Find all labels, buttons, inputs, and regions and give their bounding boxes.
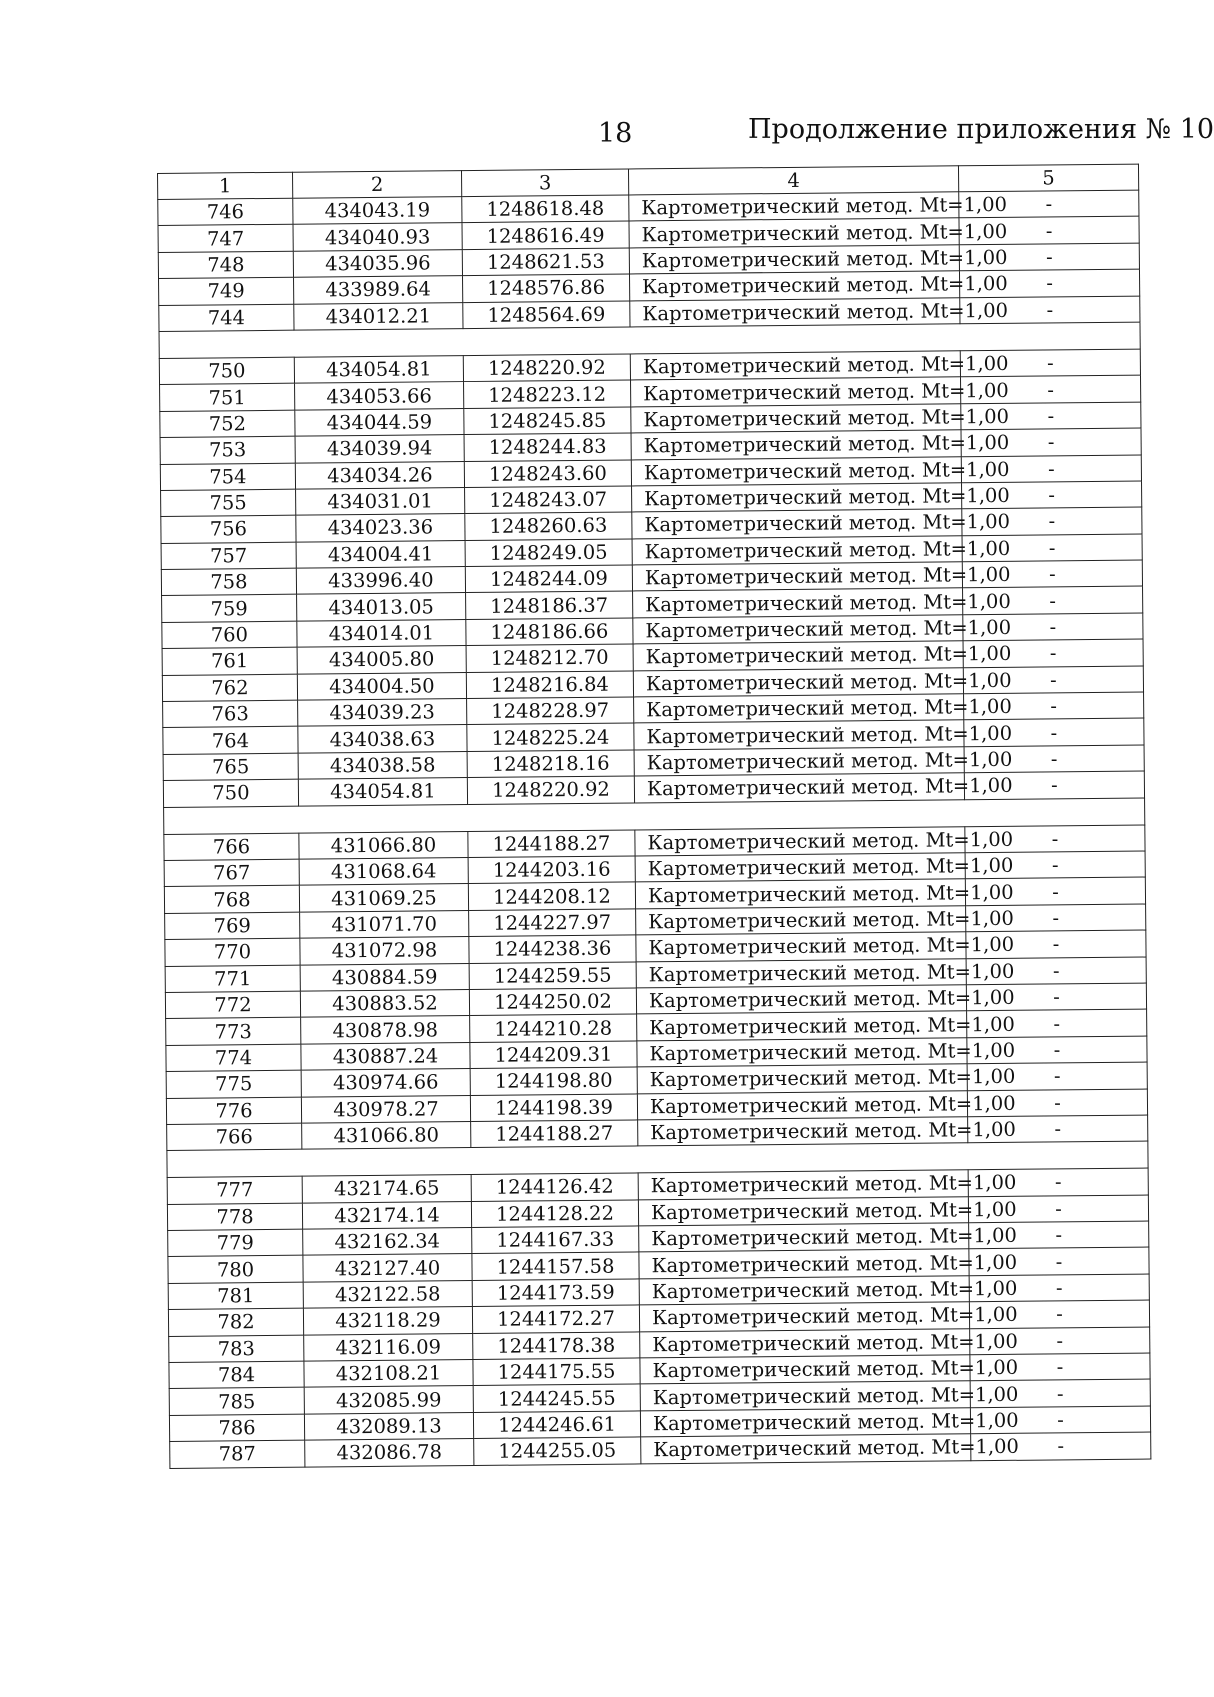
column-5-cell: - xyxy=(968,1168,1148,1196)
x-coordinate-cell: 434012.21 xyxy=(294,302,463,330)
point-number-cell: 761 xyxy=(162,647,297,675)
y-coordinate-cell: 1244210.28 xyxy=(470,1014,637,1042)
x-coordinate-cell: 431069.25 xyxy=(299,884,468,912)
point-number-cell: 765 xyxy=(163,753,298,781)
y-coordinate-cell: 1248260.63 xyxy=(465,512,632,540)
method-cell: Картометрический метод. Mt=1,00 xyxy=(637,1037,967,1067)
method-cell: Картометрический метод. Mt=1,00 xyxy=(629,271,959,301)
column-5-cell: - xyxy=(971,1432,1151,1460)
y-coordinate-cell: 1244188.27 xyxy=(468,830,635,858)
x-coordinate-cell: 434023.36 xyxy=(296,514,465,542)
point-number-cell: 754 xyxy=(160,463,295,491)
column-5-cell: - xyxy=(969,1247,1149,1275)
point-number-cell: 759 xyxy=(162,595,297,623)
point-number-cell: 764 xyxy=(163,727,298,755)
point-number-cell: 774 xyxy=(166,1044,301,1072)
y-coordinate-cell: 1244203.16 xyxy=(468,856,635,884)
column-5-cell: - xyxy=(967,1089,1147,1117)
y-coordinate-cell: 1244209.31 xyxy=(470,1041,637,1069)
method-cell: Картометрический метод. Mt=1,00 xyxy=(635,853,965,883)
y-coordinate-cell: 1248244.09 xyxy=(465,565,632,593)
column-5-cell: - xyxy=(970,1406,1150,1434)
x-coordinate-cell: 432118.29 xyxy=(303,1307,472,1335)
point-number-cell: 752 xyxy=(160,410,295,438)
y-coordinate-cell: 1244173.59 xyxy=(472,1279,639,1307)
point-number-cell: 762 xyxy=(162,674,297,702)
x-coordinate-cell: 432116.09 xyxy=(304,1333,473,1361)
method-cell: Картометрический метод. Mt=1,00 xyxy=(633,641,963,671)
column-header: 1 xyxy=(158,172,293,199)
method-cell: Картометрический метод. Mt=1,00 xyxy=(637,1090,967,1120)
point-number-cell: 781 xyxy=(168,1282,303,1310)
column-5-cell: - xyxy=(967,1062,1147,1090)
point-number-cell: 758 xyxy=(161,568,296,596)
y-coordinate-cell: 1244238.36 xyxy=(469,935,636,963)
y-coordinate-cell: 1248243.60 xyxy=(464,459,631,487)
method-cell: Картометрический метод. Mt=1,00 xyxy=(634,720,964,750)
column-5-cell: - xyxy=(965,825,1145,853)
y-coordinate-cell: 1248212.70 xyxy=(466,644,633,672)
column-header: 5 xyxy=(958,164,1138,192)
method-cell: Картометрический метод. Mt=1,00 xyxy=(629,245,959,275)
x-coordinate-cell: 434054.81 xyxy=(294,356,463,384)
y-coordinate-cell: 1248186.66 xyxy=(466,618,633,646)
point-number-cell: 771 xyxy=(165,965,300,993)
x-coordinate-cell: 434004.50 xyxy=(297,672,466,700)
point-number-cell: 769 xyxy=(165,912,300,940)
y-coordinate-cell: 1248220.92 xyxy=(463,354,630,382)
method-cell: Картометрический метод. Mt=1,00 xyxy=(635,826,965,856)
method-cell: Картометрический метод. Mt=1,00 xyxy=(631,377,961,407)
y-coordinate-cell: 1244208.12 xyxy=(468,882,635,910)
x-coordinate-cell: 430887.24 xyxy=(301,1042,470,1070)
y-coordinate-cell: 1248616.49 xyxy=(462,221,629,249)
x-coordinate-cell: 432127.40 xyxy=(303,1254,472,1282)
method-cell: Картометрический метод. Mt=1,00 xyxy=(639,1223,969,1253)
y-coordinate-cell: 1248243.07 xyxy=(465,486,632,514)
point-number-cell: 751 xyxy=(160,384,295,412)
point-number-cell: 784 xyxy=(169,1361,304,1389)
column-5-cell: - xyxy=(970,1353,1150,1381)
point-number-cell: 770 xyxy=(165,938,300,966)
y-coordinate-cell: 1248564.69 xyxy=(463,301,630,329)
method-cell: Картометрический метод. Mt=1,00 xyxy=(636,958,966,988)
x-coordinate-cell: 434044.59 xyxy=(295,408,464,436)
column-5-cell: - xyxy=(969,1300,1149,1328)
method-cell: Картометрический метод. Mt=1,00 xyxy=(633,588,963,618)
y-coordinate-cell: 1244172.27 xyxy=(472,1305,639,1333)
column-5-cell: - xyxy=(964,745,1144,773)
column-5-cell: - xyxy=(963,587,1143,615)
column-5-cell: - xyxy=(962,507,1142,535)
point-number-cell: 753 xyxy=(160,436,295,464)
point-number-cell: 783 xyxy=(169,1335,304,1363)
point-number-cell: 772 xyxy=(165,991,300,1019)
point-number-cell: 786 xyxy=(169,1414,304,1442)
column-5-cell: - xyxy=(963,639,1143,667)
method-cell: Картометрический метод. Mt=1,00 xyxy=(641,1434,971,1464)
method-cell: Картометрический метод. Mt=1,00 xyxy=(636,985,966,1015)
y-coordinate-cell: 1248216.84 xyxy=(466,671,633,699)
x-coordinate-cell: 431066.80 xyxy=(299,831,468,859)
method-cell: Картометрический метод. Mt=1,00 xyxy=(631,430,961,460)
y-coordinate-cell: 1248245.85 xyxy=(464,407,631,435)
column-5-cell: - xyxy=(959,243,1139,271)
point-number-cell: 776 xyxy=(166,1097,301,1125)
y-coordinate-cell: 1248618.48 xyxy=(462,195,629,223)
x-coordinate-cell: 434053.66 xyxy=(295,382,464,410)
column-5-cell: - xyxy=(960,375,1140,403)
y-coordinate-cell: 1248220.92 xyxy=(467,776,634,804)
method-cell: Картометрический метод. Mt=1,00 xyxy=(640,1381,970,1411)
method-cell: Картометрический метод. Mt=1,00 xyxy=(639,1276,969,1306)
x-coordinate-cell: 434040.93 xyxy=(293,223,462,251)
method-cell: Картометрический метод. Mt=1,00 xyxy=(637,1011,967,1041)
method-cell: Картометрический метод. Mt=1,00 xyxy=(634,773,964,803)
x-coordinate-cell: 434035.96 xyxy=(293,249,462,277)
x-coordinate-cell: 430883.52 xyxy=(300,989,469,1017)
method-cell: Картометрический метод. Mt=1,00 xyxy=(632,483,962,513)
coordinates-table xyxy=(157,164,1151,1469)
y-coordinate-cell: 1244227.97 xyxy=(469,909,636,937)
point-number-cell: 757 xyxy=(161,542,296,570)
y-coordinate-cell: 1244245.55 xyxy=(473,1384,640,1412)
x-coordinate-cell: 432085.99 xyxy=(304,1386,473,1414)
x-coordinate-cell: 431068.64 xyxy=(299,858,468,886)
point-number-cell: 782 xyxy=(168,1308,303,1336)
column-5-cell: - xyxy=(961,402,1141,430)
column-5-cell: - xyxy=(964,771,1144,799)
y-coordinate-cell: 1248576.86 xyxy=(463,274,630,302)
point-number-cell: 750 xyxy=(163,779,298,807)
y-coordinate-cell: 1244255.05 xyxy=(474,1437,641,1465)
column-5-cell: - xyxy=(966,957,1146,985)
point-number-cell: 755 xyxy=(161,489,296,517)
x-coordinate-cell: 432162.34 xyxy=(303,1228,472,1256)
x-coordinate-cell: 434038.58 xyxy=(298,751,467,779)
column-5-cell: - xyxy=(966,983,1146,1011)
point-number-cell: 748 xyxy=(158,251,293,279)
y-coordinate-cell: 1244178.38 xyxy=(473,1332,640,1360)
x-coordinate-cell: 432108.21 xyxy=(304,1360,473,1388)
method-cell: Картометрический метод. Mt=1,00 xyxy=(630,297,960,327)
y-coordinate-cell: 1248186.37 xyxy=(466,591,633,619)
x-coordinate-cell: 434031.01 xyxy=(296,487,465,515)
method-cell: Картометрический метод. Mt=1,00 xyxy=(632,509,962,539)
y-coordinate-cell: 1244128.22 xyxy=(471,1200,638,1228)
y-coordinate-cell: 1244175.55 xyxy=(473,1358,640,1386)
point-number-cell: 768 xyxy=(164,886,299,914)
x-coordinate-cell: 434005.80 xyxy=(297,646,466,674)
point-number-cell: 780 xyxy=(168,1256,303,1284)
x-coordinate-cell: 432174.14 xyxy=(302,1201,471,1229)
y-coordinate-cell: 1244198.80 xyxy=(470,1067,637,1095)
y-coordinate-cell: 1248621.53 xyxy=(462,248,629,276)
point-number-cell: 779 xyxy=(168,1229,303,1257)
method-cell: Картометрический метод. Mt=1,00 xyxy=(639,1302,969,1332)
point-number-cell: 760 xyxy=(162,621,297,649)
y-coordinate-cell: 1248244.83 xyxy=(464,433,631,461)
method-cell: Картометрический метод. Mt=1,00 xyxy=(631,456,961,486)
column-5-cell: - xyxy=(965,877,1145,905)
x-coordinate-cell: 432089.13 xyxy=(304,1412,473,1440)
y-coordinate-cell: 1244188.27 xyxy=(471,1120,638,1148)
x-coordinate-cell: 432086.78 xyxy=(305,1439,474,1467)
method-cell: Картометрический метод. Mt=1,00 xyxy=(633,667,963,697)
x-coordinate-cell: 434004.41 xyxy=(296,540,465,568)
x-coordinate-cell: 434043.19 xyxy=(293,197,462,225)
method-cell: Картометрический метод. Mt=1,00 xyxy=(640,1328,970,1358)
column-5-cell: - xyxy=(967,1009,1147,1037)
y-coordinate-cell: 1244126.42 xyxy=(471,1173,638,1201)
column-5-cell: - xyxy=(970,1379,1150,1407)
x-coordinate-cell: 431072.98 xyxy=(300,937,469,965)
method-cell: Картометрический метод. Mt=1,00 xyxy=(629,218,959,248)
method-cell: Картометрический метод. Mt=1,00 xyxy=(633,615,963,645)
method-cell: Картометрический метод. Mt=1,00 xyxy=(634,694,964,724)
y-coordinate-cell: 1244259.55 xyxy=(469,961,636,989)
point-number-cell: 747 xyxy=(158,225,293,253)
method-cell: Картометрический метод. Mt=1,00 xyxy=(639,1249,969,1279)
x-coordinate-cell: 434039.23 xyxy=(298,699,467,727)
page-number: 18 xyxy=(598,118,633,149)
column-5-cell: - xyxy=(964,692,1144,720)
column-5-cell: - xyxy=(963,666,1143,694)
column-5-cell: - xyxy=(962,481,1142,509)
method-cell: Картометрический метод. Mt=1,00 xyxy=(637,1064,967,1094)
point-number-cell: 756 xyxy=(161,515,296,543)
x-coordinate-cell: 434039.94 xyxy=(295,435,464,463)
point-number-cell: 749 xyxy=(159,277,294,305)
x-coordinate-cell: 434013.05 xyxy=(297,593,466,621)
method-cell: Картометрический метод. Mt=1,00 xyxy=(636,932,966,962)
column-5-cell: - xyxy=(962,534,1142,562)
x-coordinate-cell: 434034.26 xyxy=(295,461,464,489)
method-cell: Картометрический метод. Mt=1,00 xyxy=(632,535,962,565)
x-coordinate-cell: 432122.58 xyxy=(303,1280,472,1308)
x-coordinate-cell: 432174.65 xyxy=(302,1175,471,1203)
point-number-cell: 750 xyxy=(159,357,294,385)
method-cell: Картометрический метод. Mt=1,00 xyxy=(638,1196,968,1226)
method-cell: Картометрический метод. Mt=1,00 xyxy=(631,404,961,434)
method-cell: Картометрический метод. Mt=1,00 xyxy=(629,192,959,222)
column-5-cell: - xyxy=(967,1036,1147,1064)
column-5-cell: - xyxy=(963,613,1143,641)
y-coordinate-cell: 1244157.58 xyxy=(472,1252,639,1280)
y-coordinate-cell: 1244198.39 xyxy=(470,1093,637,1121)
y-coordinate-cell: 1248228.97 xyxy=(467,697,634,725)
column-5-cell: - xyxy=(959,269,1139,297)
point-number-cell: 785 xyxy=(169,1388,304,1416)
column-header: 2 xyxy=(292,171,461,199)
x-coordinate-cell: 433996.40 xyxy=(296,567,465,595)
x-coordinate-cell: 433989.64 xyxy=(294,276,463,304)
point-number-cell: 763 xyxy=(163,700,298,728)
x-coordinate-cell: 431066.80 xyxy=(302,1121,471,1149)
point-number-cell: 767 xyxy=(164,859,299,887)
column-5-cell: - xyxy=(965,851,1145,879)
point-number-cell: 746 xyxy=(158,198,293,226)
point-number-cell: 773 xyxy=(166,1017,301,1045)
column-5-cell: - xyxy=(962,560,1142,588)
y-coordinate-cell: 1248218.16 xyxy=(467,750,634,778)
x-coordinate-cell: 430878.98 xyxy=(301,1016,470,1044)
y-coordinate-cell: 1248225.24 xyxy=(467,723,634,751)
x-coordinate-cell: 431071.70 xyxy=(300,910,469,938)
column-5-cell: - xyxy=(960,349,1140,377)
y-coordinate-cell: 1244167.33 xyxy=(472,1226,639,1254)
method-cell: Картометрический метод. Mt=1,00 xyxy=(638,1170,968,1200)
y-coordinate-cell: 1244250.02 xyxy=(469,988,636,1016)
column-5-cell: - xyxy=(961,455,1141,483)
x-coordinate-cell: 434014.01 xyxy=(297,619,466,647)
y-coordinate-cell: 1248223.12 xyxy=(464,380,631,408)
method-cell: Картометрический метод. Mt=1,00 xyxy=(636,906,966,936)
point-number-cell: 766 xyxy=(167,1123,302,1151)
column-header: 3 xyxy=(461,169,628,197)
column-5-cell: - xyxy=(964,718,1144,746)
y-coordinate-cell: 1244246.61 xyxy=(473,1411,640,1439)
table-body xyxy=(158,190,1151,1468)
method-cell: Картометрический метод. Mt=1,00 xyxy=(634,747,964,777)
column-5-cell: - xyxy=(968,1115,1148,1143)
x-coordinate-cell: 430978.27 xyxy=(301,1095,470,1123)
point-number-cell: 787 xyxy=(170,1440,305,1468)
page-header: Продолжение приложения № 10 xyxy=(748,114,1214,145)
method-cell: Картометрический метод. Mt=1,00 xyxy=(630,351,960,381)
point-number-cell: 778 xyxy=(167,1203,302,1231)
method-cell: Картометрический метод. Mt=1,00 xyxy=(638,1117,968,1147)
method-cell: Картометрический метод. Mt=1,00 xyxy=(640,1355,970,1385)
point-number-cell: 775 xyxy=(166,1070,301,1098)
x-coordinate-cell: 434054.81 xyxy=(298,778,467,806)
x-coordinate-cell: 430884.59 xyxy=(300,963,469,991)
column-5-cell: - xyxy=(968,1195,1148,1223)
point-number-cell: 777 xyxy=(167,1176,302,1204)
method-cell: Картометрический метод. Mt=1,00 xyxy=(635,879,965,909)
column-5-cell: - xyxy=(959,190,1139,218)
method-cell: Картометрический метод. Mt=1,00 xyxy=(632,562,962,592)
column-5-cell: - xyxy=(970,1327,1150,1355)
point-number-cell: 744 xyxy=(159,304,294,332)
column-5-cell: - xyxy=(961,428,1141,456)
y-coordinate-cell: 1248249.05 xyxy=(465,539,632,567)
column-5-cell: - xyxy=(969,1274,1149,1302)
column-5-cell: - xyxy=(959,216,1139,244)
point-number-cell: 766 xyxy=(164,833,299,861)
x-coordinate-cell: 430974.66 xyxy=(301,1069,470,1097)
column-header: 4 xyxy=(628,166,958,195)
column-5-cell: - xyxy=(960,296,1140,324)
column-5-cell: - xyxy=(966,930,1146,958)
column-5-cell: - xyxy=(969,1221,1149,1249)
column-5-cell: - xyxy=(966,904,1146,932)
method-cell: Картометрический метод. Mt=1,00 xyxy=(640,1408,970,1438)
x-coordinate-cell: 434038.63 xyxy=(298,725,467,753)
